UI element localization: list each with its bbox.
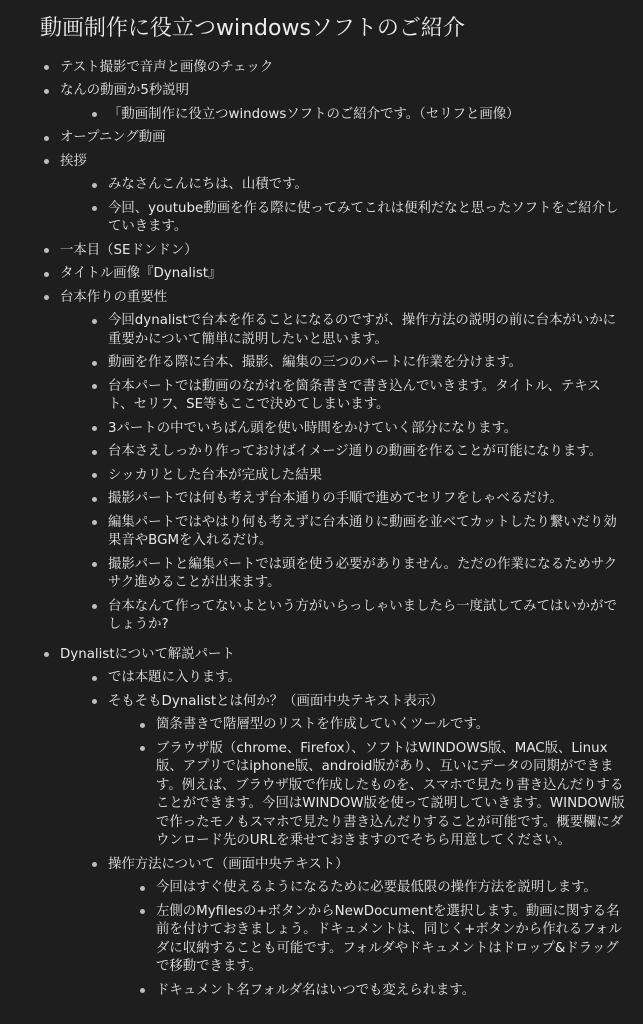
outline-item [40, 263, 625, 287]
bullet-icon[interactable] [92, 520, 97, 525]
outline-item [88, 667, 625, 691]
bullet-icon[interactable] [92, 497, 97, 502]
bullet-icon[interactable] [44, 89, 49, 94]
outline-item-text[interactable]: そもそもDynalistとは何か？（画面中央テキスト表示） [108, 693, 444, 709]
bullet-icon[interactable] [92, 426, 97, 431]
outline-item [88, 417, 625, 441]
outline-item-text[interactable]: 左側のMyfilesの+ボタンからNewDocumentを選択します。動画に関する名前を付けておきましょう。ドキュメントは、同じく+ボタンから作れるフォルダに収納することも可能です。フォルダやドキュメントはドロップ&ドラッグで移動できます。 [156, 903, 622, 974]
outline-item [88, 511, 625, 553]
outline-item [88, 310, 625, 352]
outline-item [88, 690, 625, 853]
bullet-icon[interactable] [140, 909, 145, 914]
bullet-icon[interactable] [92, 183, 97, 188]
outline-children [108, 877, 625, 1003]
outline-item [136, 900, 625, 979]
outline-item-text[interactable]: 「動画制作に役立つwindowsソフトのご紹介です。（セリフと画像） [108, 106, 520, 122]
outline-item [88, 595, 625, 637]
outline-item-text[interactable]: 編集パートではやはり何も考えずに台本通りに動画を並べてカットしたり繋いだり効果音やBGMを入れるだけ。 [108, 514, 617, 548]
bullet-icon[interactable] [92, 450, 97, 455]
outline-item [40, 286, 625, 637]
outline-children [108, 714, 625, 854]
outline-item [136, 979, 625, 1003]
outline-item-text[interactable]: Dynalistについて解説パート [60, 646, 235, 662]
outline-item-text[interactable]: 3パートの中でいちばん頭を使い時間をかけていく部分になります。 [108, 420, 518, 436]
bullet-icon[interactable] [140, 723, 145, 728]
outline-item-text[interactable]: ブラウザ版（chrome、Firefox）、ソフトはWINDOWS版、MAC版、Linux版、アプリではiphone版、android版があり、互いにデータの同期ができます。例えば、ブラウザ版で作成したものを、スマホで見たり書き込んだりすることができます。今回はWINDOW版を使って説明していきます。WINDOW版で作ったモノもスマホで見たり書き込んだりすることが可能です。概要欄にダウンロード先のURLを乗せておきますのでそちら用意してください。 [156, 740, 625, 848]
outline-item [88, 464, 625, 488]
outline-item-text[interactable]: 箇条書きで階層型のリストを作成していくツールです。 [156, 717, 490, 732]
outline-item [40, 150, 625, 239]
outline-item-text[interactable]: 操作方法について（画面中央テキスト） [108, 856, 349, 872]
outline-item [88, 103, 625, 127]
outline-item [40, 637, 625, 1003]
bullet-icon[interactable] [140, 746, 145, 751]
outline-item [88, 853, 625, 1003]
bullet-icon[interactable] [92, 206, 97, 211]
bullet-icon[interactable] [44, 652, 49, 657]
bullet-icon[interactable] [92, 112, 97, 117]
document-title[interactable]: 動画制作に役立つwindowsソフトのご紹介 [40, 16, 465, 41]
outline-item-text[interactable]: 動画を作る際に台本、撮影、編集の三つのパートに作業を分けます。 [108, 355, 523, 370]
outline-item-text[interactable]: テスト撮影で音声と画像のチェック [60, 59, 274, 75]
outline-item [136, 737, 625, 853]
bullet-icon[interactable] [92, 473, 97, 478]
bullet-icon[interactable] [92, 562, 97, 567]
bullet-icon[interactable] [44, 248, 49, 253]
outline-root [40, 56, 625, 1003]
outline-item-text[interactable]: 挨拶 [60, 153, 87, 169]
outline-item [136, 877, 625, 901]
bullet-icon[interactable] [44, 272, 49, 277]
outline-children [60, 103, 625, 127]
outline-item [40, 56, 625, 80]
outline-item-text[interactable]: 今回はすぐ使えるようになるために必要最低限の操作方法を説明します。 [156, 880, 597, 895]
outline-item-text[interactable]: タイトル画像『Dynalist』 [60, 266, 222, 281]
outline-item [88, 375, 625, 417]
outline-item [88, 488, 625, 512]
outline-children [60, 310, 625, 638]
bullet-icon[interactable] [92, 862, 97, 867]
outline-item [136, 714, 625, 738]
outline-item [40, 80, 625, 127]
outline-item [88, 553, 625, 595]
outline-item [88, 352, 625, 376]
outline-children [60, 667, 625, 1003]
bullet-icon[interactable] [92, 384, 97, 389]
bullet-icon[interactable] [44, 136, 49, 141]
bullet-icon[interactable] [44, 295, 49, 300]
outline-item-text[interactable]: 撮影パートと編集パートでは頭を使う必要がありません。ただの作業になるためサクサク進めることが出来ます。 [108, 556, 618, 590]
outline-item-text[interactable]: 撮影パートでは何も考えず台本通りの手順で進めてセリフをしゃべるだけ。 [108, 491, 563, 506]
outline-item-text[interactable]: みなさんこんにちは、山積です。 [108, 177, 308, 192]
bullet-icon[interactable] [92, 319, 97, 324]
bullet-icon[interactable] [92, 676, 97, 681]
outline-item-text[interactable]: オープニング動画 [60, 130, 166, 145]
outline-item [88, 174, 625, 198]
outline-item-text[interactable]: なんの動画か5秒説明 [60, 83, 190, 98]
outline-item-text[interactable]: 一本目（SEドンドン） [60, 242, 198, 258]
bullet-icon[interactable] [44, 65, 49, 70]
outline-item [88, 441, 625, 465]
bullet-icon[interactable] [92, 699, 97, 704]
outline-item-text[interactable]: では本題に入ります。 [108, 670, 241, 685]
outline-item [40, 127, 625, 151]
outline-item-text[interactable]: ドキュメント名フォルダ名はいつでも変えられます。 [156, 982, 476, 998]
outline-item-text[interactable]: 台本作りの重要性 [60, 289, 168, 305]
outline-item [88, 197, 625, 239]
outline-item-text[interactable]: 今回dynalistで台本を作ることになるのですが、操作方法の説明の前に台本がいかに重要かについて簡単に説明したいと思います。 [108, 313, 617, 347]
outline-item-text[interactable]: 今回、youtube動画を作る際に使ってみてこれは便利だなと思ったソフトをご紹介していきます。 [108, 200, 619, 234]
outline-item-text[interactable]: 台本なんて作ってないよという方がいらっしゃいましたら一度試してみてはいかがでしょうか? [108, 598, 617, 632]
bullet-icon[interactable] [92, 604, 97, 609]
outline-children [60, 174, 625, 240]
outline-item-text[interactable]: 台本パートでは動画のながれを箇条書きで書き込んでいきます。タイトル、テキスト、セリフ、SE等もここで決めてしまいます。 [108, 378, 601, 412]
outline-item-text[interactable]: シッカリとした台本が完成した結果 [108, 467, 322, 483]
outline-item-text[interactable]: 台本さえしっかり作っておけばイメージ通りの動画を作ることが可能になります。 [108, 444, 602, 459]
bullet-icon[interactable] [140, 886, 145, 891]
bullet-icon[interactable] [92, 361, 97, 366]
bullet-icon[interactable] [140, 988, 145, 993]
bullet-icon[interactable] [44, 159, 49, 164]
outline-item [40, 239, 625, 263]
